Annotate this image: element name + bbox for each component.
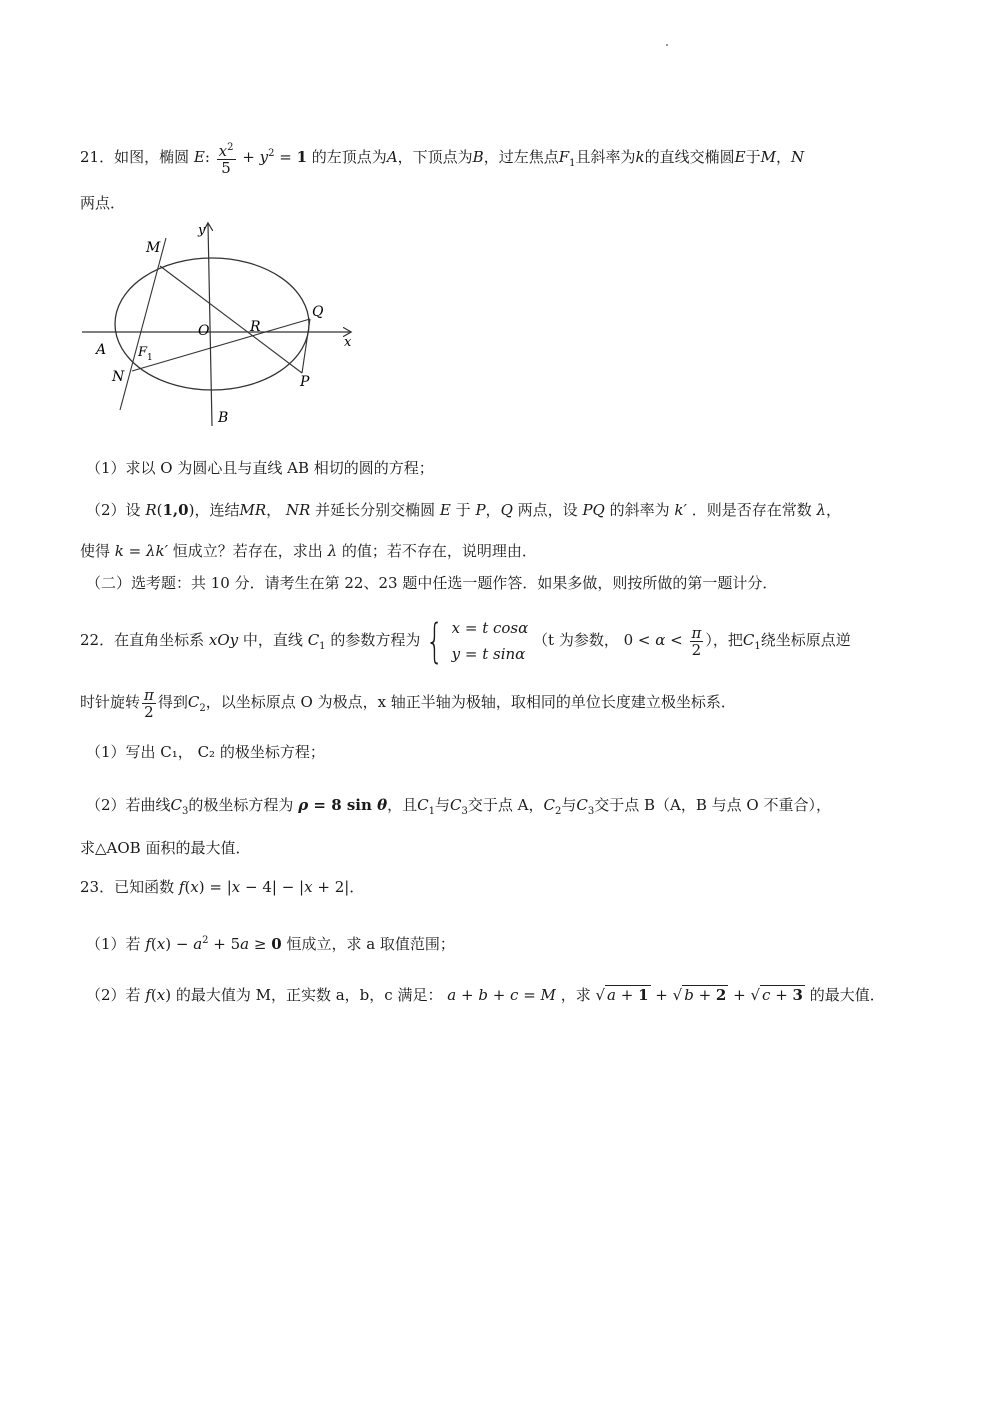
fig-label-x: x (344, 335, 352, 350)
q21-line2: 两点． (80, 194, 126, 212)
q23-part1: （1）若 $f(x) - a^2 + 5a \ge 0$ 恒成立，求 a 取值范围； (86, 935, 455, 953)
q22-line1: 22．在直角坐标系 xOy 中，直线 $C_1$ 的参数方程为 { x = t cosα y = t sinα （t 为参数， 0 < α < $\frac{\pi}{2}$ ），把$C_1$绕坐标原点逆 (80, 614, 851, 668)
fig-label-b: B (218, 410, 229, 426)
q23-line1: 23．已知函数 f(x) = |x − 4| − |x + 2|． (80, 878, 365, 896)
q21-part2-line1: （2）设 R(1,0)，连结MR， NR 并延长分别交椭圆 E 于 P，Q 两点，设 PQ 的斜率为 k′ ．则是否存在常数 λ， (86, 501, 842, 519)
section-2-instructions: （二）选考题：共 10 分．请考生在第 22、23 题中任选一题作答．如果多做，则按所做的第一题计分． (86, 574, 778, 592)
fig-label-r: R (250, 319, 261, 335)
fig-label-f1: F (138, 345, 148, 360)
q22-part2-line1: （2）若曲线$C_3$的极坐标方程为 ρ = 8 sin θ，且$C_1$与$C_3$交于点 A，$C_2$与$C_3$交于点 B（A，B 与点 O 不重合）， (86, 796, 831, 817)
q22-part2-line2: 求△AOB 面积的最大值． (80, 839, 251, 857)
q21-line1: 21．如图，椭圆 E: $\frac{x^2}{5}$ + $y^2 = 1$ 的左顶点为A，下顶点为B，过左焦点$F_1$且斜率为k的直线交椭圆E于M，N (80, 142, 805, 177)
fig-label-m: M (146, 240, 161, 256)
fig-label-o: O (198, 323, 210, 339)
speck (666, 44, 668, 46)
fig-label-a: A (96, 342, 107, 358)
ellipse-figure (82, 218, 362, 428)
svg-text:1: 1 (147, 353, 153, 363)
q21-part1: （1）求以 O 为圆心且与直线 AB 相切的圆的方程； (86, 459, 434, 477)
q22-part1: （1）写出 C₁， C₂ 的极坐标方程； (86, 743, 325, 761)
fig-label-p: P (300, 374, 310, 390)
q21-part2-line2: 使得 k = λk′ 恒成立？若存在，求出 λ 的值；若不存在，说明理由． (80, 542, 537, 560)
q22-line2: 时针旋转 $\frac{\pi}{2}$ 得到$C_2$，以坐标原点 O 为极点，x 轴正半轴为极轴，取相同的单位长度建立极坐标系． (80, 685, 736, 721)
q23-part2: （2）若 f(x) 的最大值为 M，正实数 a，b，c 满足： a + b + c = M ，求 √ a + 1 + √ b + 2 + √ c + 3 的最大值． (86, 986, 885, 1004)
fig-label-q: Q (312, 304, 324, 320)
fig-label-n: N (112, 369, 125, 385)
fig-label-y: y (198, 223, 206, 238)
